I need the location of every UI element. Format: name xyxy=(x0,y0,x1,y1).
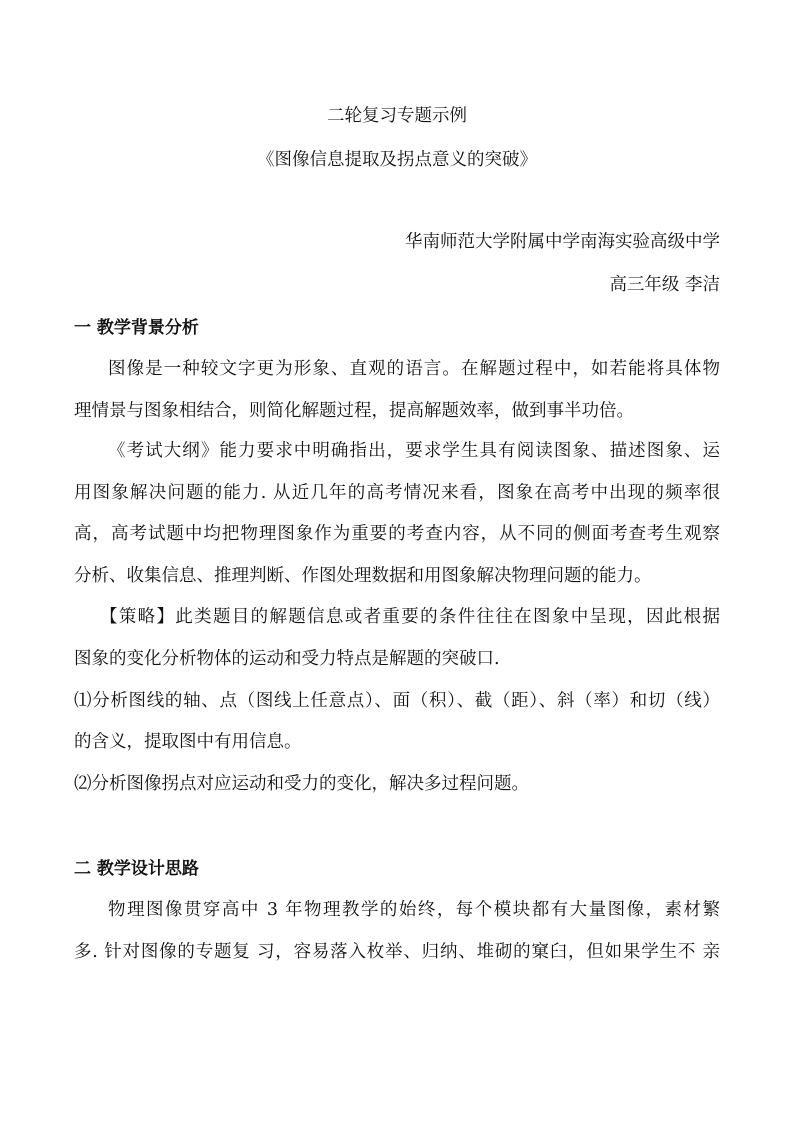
title-line-2: 《图像信息提取及拐点意义的突破》 xyxy=(257,150,537,170)
section-2-heading: 二 教学设计思路 xyxy=(74,859,199,879)
section-1-paragraph-1-line-2: 理情景与图象相结合，则简化解题过程，提高解题效率，做到事半功倍。 xyxy=(74,401,634,421)
section-1-paragraph-2-line-2: 用图象解决问题的能力. 从近几年的高考情况来看，图象在高考中出现的频率很 xyxy=(74,483,720,503)
section-1-paragraph-2-line-1: 《考试大纲》能力要求中明确指出，要求学生具有阅读图象、描述图象、运 xyxy=(108,441,720,461)
section-1-paragraph-2-line-3: 高，高考试题中均把物理图象作为重要的考查内容，从不同的侧面考查考生观察 xyxy=(74,524,720,544)
section-1-item-1-line-1: ⑴分析图线的轴、点（图线上任意点）、面（积）、截（距）、斜（率）和切（线） xyxy=(74,691,720,711)
section-1-heading: 一 教学背景分析 xyxy=(74,318,199,338)
section-1-strategy-line-2: 图象的变化分析物体的运动和受力特点是解题的突破口. xyxy=(74,649,500,669)
section-2-paragraph-1-line-2: 多. 针对图像的专题复 习，容易落入枚举、归纳、堆砌的窠臼，但如果学生不 亲 xyxy=(74,942,720,962)
section-1-strategy-line-1: 【策略】此类题目的解题信息或者重要的条件往往在图象中呈现，因此根据 xyxy=(100,607,720,627)
section-2-paragraph-1-line-1: 物理图像贯穿高中 3 年物理教学的始终，每个模块都有大量图像，素材繁 xyxy=(108,900,720,920)
section-1-paragraph-2-line-4: 分析、收集信息、推理判断、作图处理数据和用图象解决物理问题的能力。 xyxy=(74,566,652,586)
section-1-item-2: ⑵分析图像拐点对应运动和受力的变化，解决多过程问题。 xyxy=(74,774,529,794)
author-grade-name: 高三年级 李洁 xyxy=(609,275,720,295)
author-school: 华南师范大学附属中学南海实验高级中学 xyxy=(405,232,720,252)
section-1-paragraph-1-line-1: 图像是一种较文字更为形象、直观的语言。在解题过程中，如若能将具体物 xyxy=(108,359,720,379)
section-1-item-1-line-2: 的含义，提取图中有用信息。 xyxy=(74,732,302,752)
title-line-1: 二轮复习专题示例 xyxy=(327,106,467,126)
